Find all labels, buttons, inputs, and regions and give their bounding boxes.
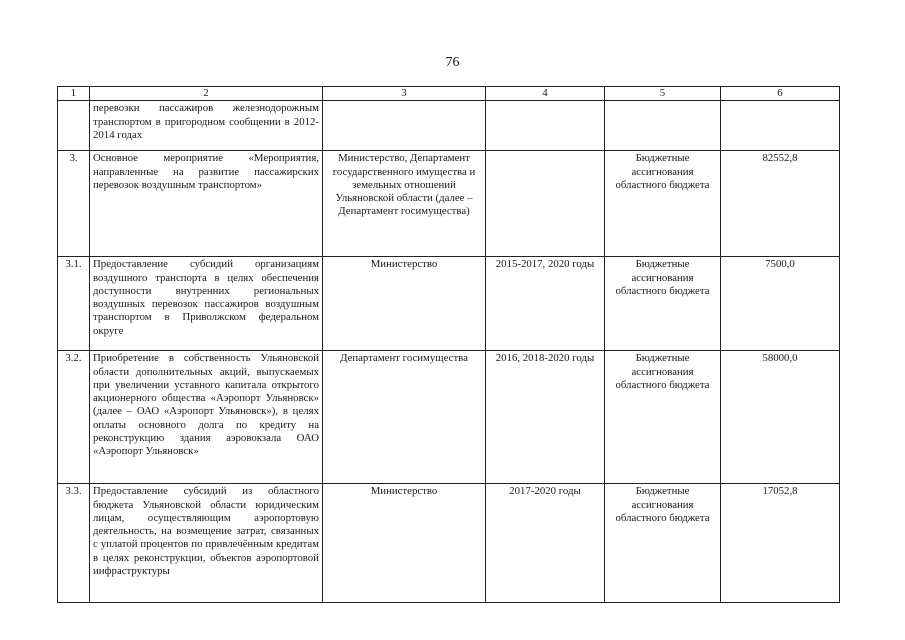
row-executor: Министерство xyxy=(323,257,486,351)
row-number: 3.3. xyxy=(58,484,90,603)
row-period: 2017-2020 годы xyxy=(486,484,605,603)
column-header: 5 xyxy=(605,87,721,101)
table-row xyxy=(58,101,840,151)
row-period: 2016, 2018-2020 годы xyxy=(486,351,605,484)
row-description: перевозки пассажиров железнодорожным транспортом в пригородном сообщении в 2012-2014 годах xyxy=(90,101,323,151)
table-row xyxy=(58,351,840,484)
row-amount: 58000,0 xyxy=(721,351,840,484)
row-amount: 17052,8 xyxy=(721,484,840,603)
column-header: 2 xyxy=(90,87,323,101)
row-executor: Министерство, Департамент государственного имущества и земельных отношений Ульяновской области (далее – Департамент госимущества) xyxy=(323,151,486,257)
column-header: 6 xyxy=(721,87,840,101)
row-funding-source: Бюджетные ассигнования областного бюджета xyxy=(605,151,721,257)
activities-table xyxy=(57,86,840,603)
row-description: Основное мероприятие «Мероприятия, направленные на развитие пассажирских перевозок воздушным транспортом» xyxy=(90,151,323,257)
table-row xyxy=(58,257,840,351)
row-funding-source: Бюджетные ассигнования областного бюджета xyxy=(605,257,721,351)
table-header-row xyxy=(58,87,840,101)
row-executor: Министерство xyxy=(323,484,486,603)
row-funding-source xyxy=(605,101,721,151)
row-number xyxy=(58,101,90,151)
row-executor xyxy=(323,101,486,151)
row-period: 2015-2017, 2020 годы xyxy=(486,257,605,351)
table-row xyxy=(58,484,840,603)
page-number: 76 xyxy=(445,55,460,70)
row-amount: 7500,0 xyxy=(721,257,840,351)
row-amount: 82552,8 xyxy=(721,151,840,257)
row-number: 3.2. xyxy=(58,351,90,484)
row-number: 3.1. xyxy=(58,257,90,351)
table-row xyxy=(58,151,840,257)
row-amount xyxy=(721,101,840,151)
column-header: 3 xyxy=(323,87,486,101)
row-period xyxy=(486,101,605,151)
row-number: 3. xyxy=(58,151,90,257)
row-description: Предоставление субсидий организациям воздушного транспорта в целях обеспечения доступности внутренних региональных воздушных перевозок пассажиров воздушным транспортом в Приволжском федеральном округе xyxy=(90,257,323,351)
row-description: Приобретение в собственность Ульяновской области дополнительных акций, выпускаемых при увеличении уставного капитала открытого акционерного общества «Аэропорт Ульяновск» (далее – ОАО «Аэропорт Ульяновск»), в целях оплаты основного долга по кредиту на реконструкцию здания аэровокзала ОАО «Аэропорт Ульяновск» xyxy=(90,351,323,484)
row-funding-source: Бюджетные ассигнования областного бюджета xyxy=(605,484,721,603)
row-period xyxy=(486,151,605,257)
column-header: 4 xyxy=(486,87,605,101)
row-funding-source: Бюджетные ассигнования областного бюджета xyxy=(605,351,721,484)
row-description: Предоставление субсидий из областного бюджета Ульяновской области юридическим лицам, осуществляющим аэропортовую деятельность, на возмещение затрат, связанных с уплатой процентов по привлечённым кредитам в целях реконструкции, объектов аэропортовой инфраструктуры xyxy=(90,484,323,603)
column-header: 1 xyxy=(58,87,90,101)
row-executor: Департамент госимущества xyxy=(323,351,486,484)
